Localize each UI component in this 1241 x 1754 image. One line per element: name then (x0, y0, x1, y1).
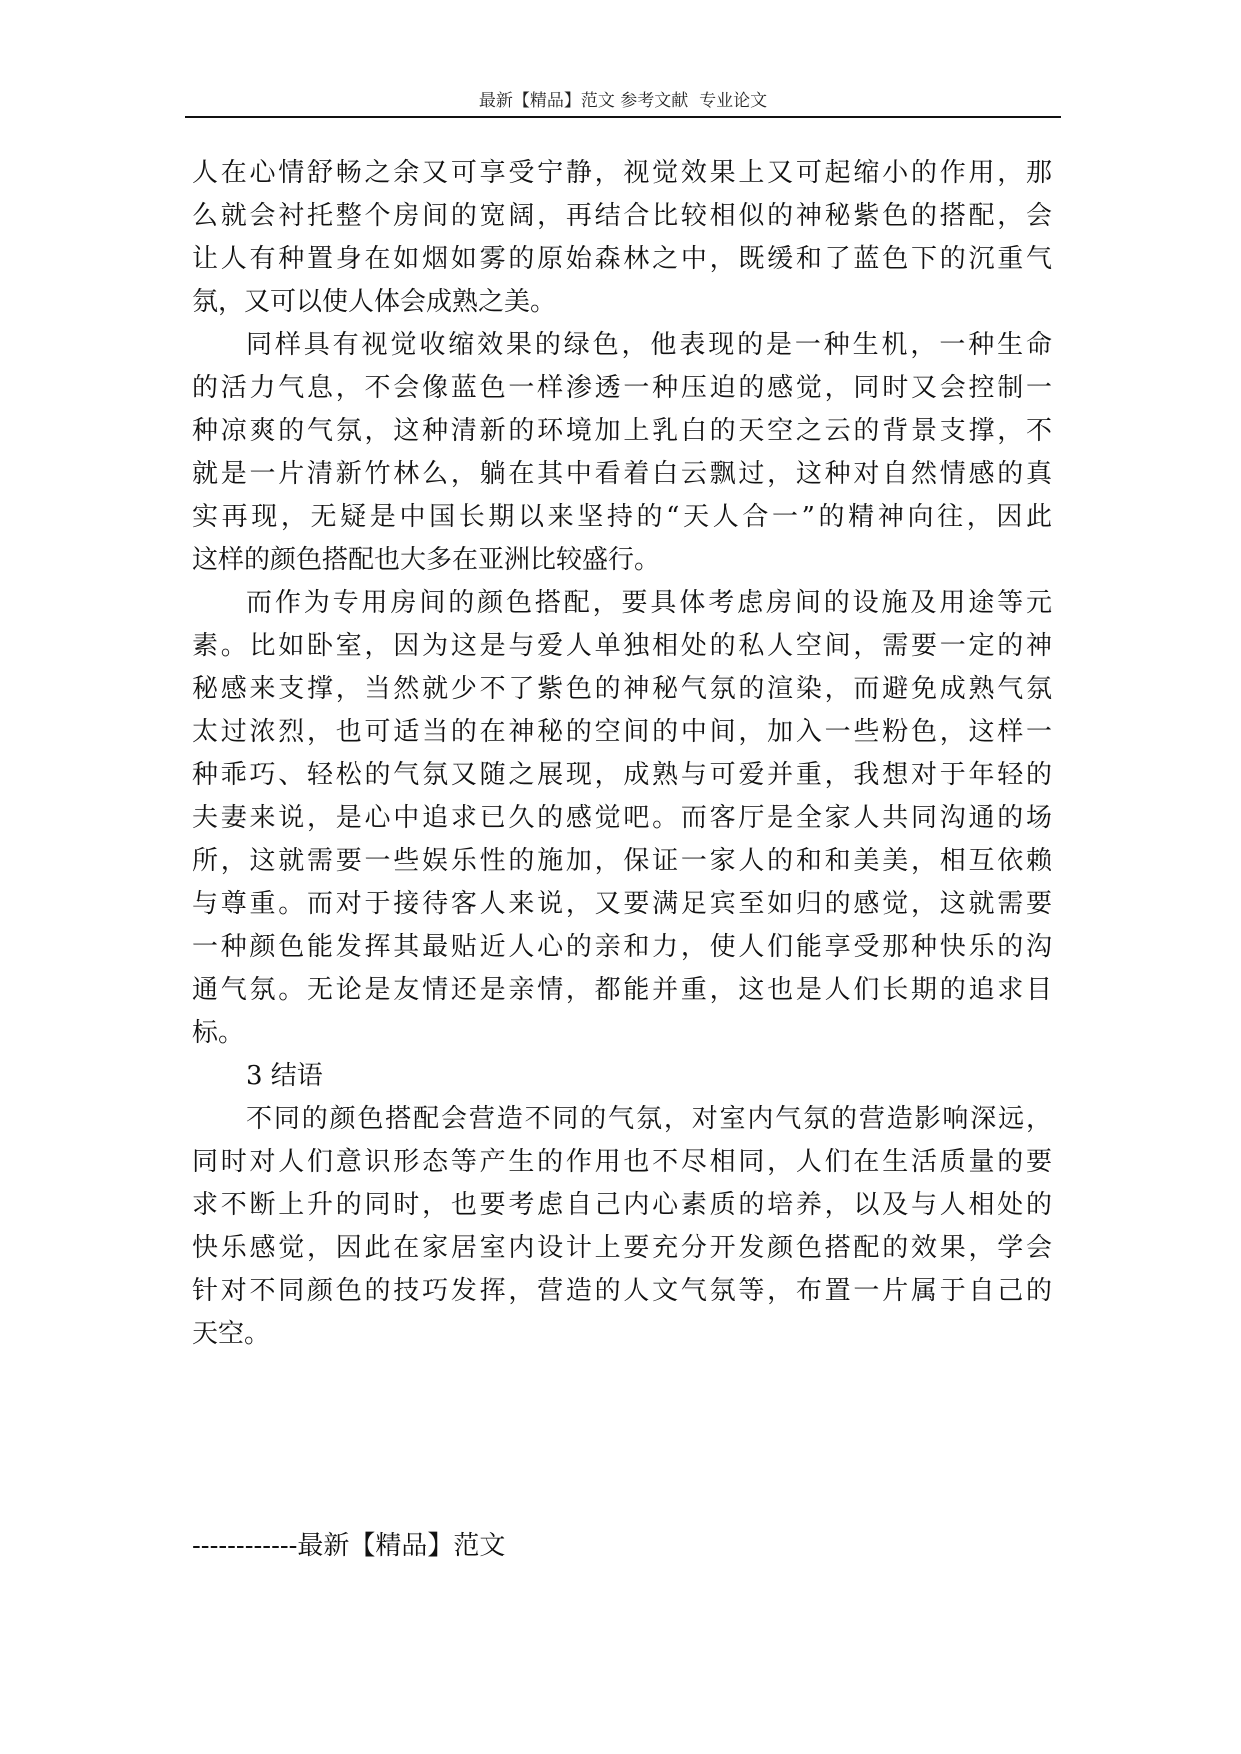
paragraph-line: 同时对人们意识形态等产生的作用也不尽相同，人们在生活质量的要 (192, 1147, 1052, 1177)
paragraph-line: 而作为专用房间的颜色搭配，要具体考虑房间的设施及用途等元 (246, 588, 1052, 618)
paragraph-line: 针对不同颜色的技巧发挥，营造的人文气氛等，布置一片属于自己的 (192, 1276, 1052, 1306)
paragraph-line: 让人有种置身在如烟如雾的原始森林之中，既缓和了蓝色下的沉重气 (192, 244, 1052, 274)
paragraph-line: 素。比如卧室，因为这是与爱人单独相处的私人空间，需要一定的神 (192, 631, 1052, 661)
paragraph-line: 同样具有视觉收缩效果的绿色，他表现的是一种生机，一种生命 (246, 330, 1052, 360)
paragraph-line: 天空。 (192, 1319, 271, 1349)
paragraph-line: 实再现，无疑是中国长期以来坚持的“天人合一”的精神向往，因此 (192, 502, 1052, 532)
paragraph-line: 一种颜色能发挥其最贴近人心的亲和力，使人们能享受那种快乐的沟 (192, 932, 1052, 962)
paragraph-line: 快乐感觉，因此在家居室内设计上要充分开发颜色搭配的效果，学会 (192, 1233, 1052, 1263)
section-heading: 3 结语 (246, 1061, 323, 1091)
paragraph-line: 夫妻来说，是心中追求已久的感觉吧。而客厅是全家人共同沟通的场 (192, 803, 1052, 833)
document-body (192, 152, 1052, 1356)
paragraph-line: 人在心情舒畅之余又可享受宁静，视觉效果上又可起缩小的作用，那 (192, 158, 1052, 188)
paragraph-line: 么就会衬托整个房间的宽阔，再结合比较相似的神秘紫色的搭配，会 (192, 201, 1052, 231)
paragraph-line: 通气氛。无论是友情还是亲情，都能并重，这也是人们长期的追求目 (192, 975, 1052, 1005)
page-footer: ------------最新【精品】范文 (192, 1531, 506, 1561)
paragraph-line: 太过浓烈，也可适当的在神秘的空间的中间，加入一些粉色，这样一 (192, 717, 1052, 747)
paragraph-line: 秘感来支撑，当然就少不了紫色的神秘气氛的渲染，而避免成熟气氛 (192, 674, 1052, 704)
paragraph-line: 种乖巧、轻松的气氛又随之展现，成熟与可爱并重，我想对于年轻的 (192, 760, 1052, 790)
paragraph-line: 种凉爽的气氛，这种清新的环境加上乳白的天空之云的背景支撑，不 (192, 416, 1052, 446)
paragraph-line: 所，这就需要一些娱乐性的施加，保证一家人的和和美美，相互依赖 (192, 846, 1052, 876)
paragraph-line: 标。 (192, 1018, 245, 1048)
paragraph-line: 氛，又可以使人体会成熟之美。 (192, 287, 557, 317)
paragraph-line: 不同的颜色搭配会营造不同的气氛，对室内气氛的营造影响深远， (246, 1104, 1052, 1134)
page-header: 最新【精品】范文 参考文献 专业论文 (185, 86, 1061, 118)
paragraph-line: 就是一片清新竹林么，躺在其中看着白云飘过，这种对自然情感的真 (192, 459, 1052, 489)
paragraph-line: 的活力气息，不会像蓝色一样渗透一种压迫的感觉，同时又会控制一 (192, 373, 1052, 403)
paragraph-line: 求不断上升的同时，也要考虑自己内心素质的培养，以及与人相处的 (192, 1190, 1052, 1220)
paragraph-line: 与尊重。而对于接待客人来说，又要满足宾至如归的感觉，这就需要 (192, 889, 1052, 919)
paragraph-line: 这样的颜色搭配也大多在亚洲比较盛行。 (192, 545, 661, 575)
